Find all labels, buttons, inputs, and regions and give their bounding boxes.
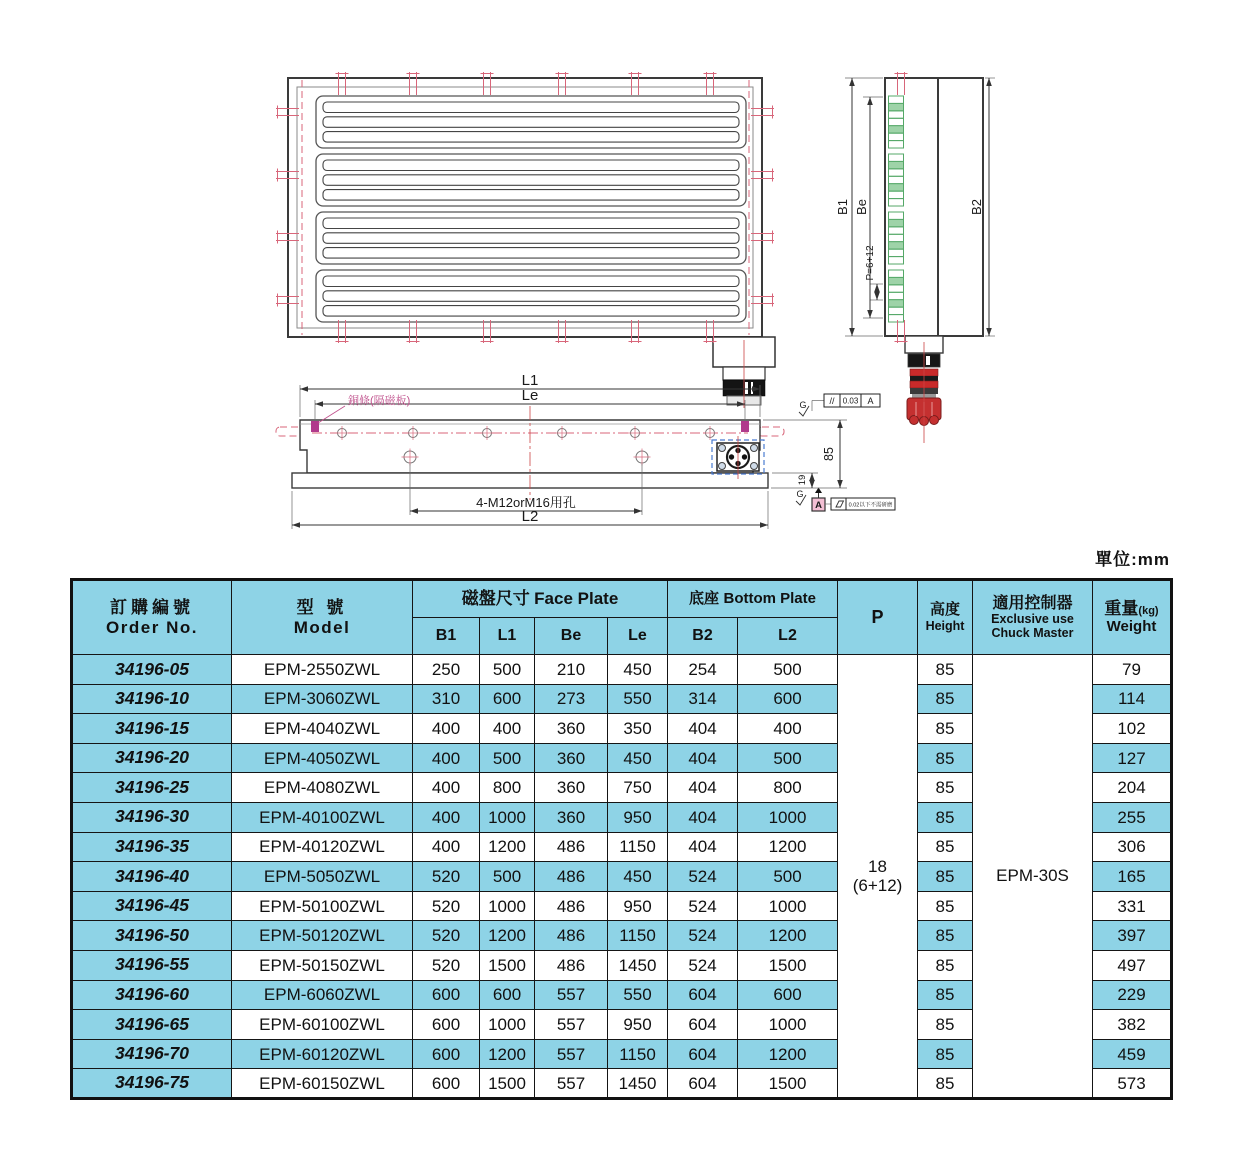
order-no-cell: 34196-45 [72,891,232,921]
b2-cell: 404 [668,714,738,744]
model-header-zh: 型 號 [296,598,348,618]
l2-cell: 1000 [738,1010,838,1040]
flatness-frame [825,498,895,510]
l2-cell: 500 [738,655,838,685]
height-cell: 85 [918,802,973,832]
height-cell: 85 [918,921,973,951]
height-cell: 85 [918,950,973,980]
l2-cell: 1500 [738,1069,838,1099]
l1-cell: 1500 [480,1069,535,1099]
order-no-cell: 34196-25 [72,773,232,803]
l1-cell: 600 [480,684,535,714]
l2-cell: 500 [738,862,838,892]
table-header [72,580,1172,655]
weight-header-zh: 重量 [1104,599,1139,619]
l1-cell: 1500 [480,950,535,980]
le-cell: 550 [608,980,668,1010]
col-group-bottom-plate [668,580,838,618]
order-no-cell: 34196-75 [72,1069,232,1099]
be-cell: 360 [535,773,608,803]
le-cell: 350 [608,714,668,744]
height-cell: 85 [918,862,973,892]
surface-finish-marks [796,400,809,505]
le-cell: 950 [608,891,668,921]
be-cell: 557 [535,980,608,1010]
b1-cell: 600 [413,980,480,1010]
model-cell: EPM-3060ZWL [232,684,413,714]
model-cell: EPM-50150ZWL [232,950,413,980]
weight-cell: 459 [1093,1039,1172,1069]
l1-cell: 1200 [480,921,535,951]
model-cell: EPM-60100ZWL [232,1010,413,1040]
l1-cell: 1000 [480,891,535,921]
l1-cell: 1000 [480,1010,535,1040]
le-cell: 450 [608,655,668,685]
order-no-cell: 34196-50 [72,921,232,951]
order-no-cell: 34196-60 [72,980,232,1010]
dim-L1: L1 [521,372,539,389]
parallelism-symbol: // [829,396,835,406]
col-header-l2: L2 [738,618,838,655]
b2-cell: 314 [668,684,738,714]
b1-cell: 400 [413,773,480,803]
top-view-connector [713,337,775,408]
dim-B2: B2 [969,199,984,215]
mounting-holes-note: 4-M12orM16用孔 [476,495,576,510]
le-cell: 550 [608,684,668,714]
face-header-en: Face Plate [534,589,619,609]
dim-19: 19 [797,474,808,486]
parallelism-frame [812,394,880,411]
height-cell: 85 [918,891,973,921]
col-header-l1: L1 [480,618,535,655]
p-header: P [871,607,884,628]
height-cell: 85 [918,1010,973,1040]
model-header-en: Model [293,617,351,637]
b2-cell: 604 [668,1069,738,1099]
l2-cell: 600 [738,684,838,714]
height-cell: 85 [918,714,973,744]
copper-strip-left [311,421,319,432]
dim-Be: Be [854,199,869,215]
table-body [72,655,1172,1099]
parallelism-value: 0.03 [842,396,859,406]
weight-header-en: Weight [1106,618,1157,636]
order-no-cell: 34196-65 [72,1010,232,1040]
model-cell: EPM-4040ZWL [232,714,413,744]
chuck-header-en1: Exclusive use [991,612,1074,627]
finish-mark-bottom: G [796,489,804,499]
col-header-b1: B1 [413,618,480,655]
b2-cell: 254 [668,655,738,685]
weight-cell: 204 [1093,773,1172,803]
height-cell: 85 [918,1039,973,1069]
col-header-weight [1093,580,1172,655]
height-cell: 85 [918,832,973,862]
l1-cell: 1200 [480,832,535,862]
side-clamp-left [276,427,302,436]
be-cell: 557 [535,1010,608,1040]
order-no-cell: 34196-05 [72,655,232,685]
weight-cell: 382 [1093,1010,1172,1040]
b2-cell: 524 [668,891,738,921]
side-view [885,78,983,443]
dim-P: P=6+12 [865,245,876,281]
l1-cell: 1200 [480,1039,535,1069]
b1-cell: 400 [413,743,480,773]
model-cell: EPM-2550ZWL [232,655,413,685]
order-no-cell: 34196-35 [72,832,232,862]
order-no-cell: 34196-40 [72,862,232,892]
b2-cell: 524 [668,921,738,951]
le-cell: 1150 [608,1039,668,1069]
spec-table [70,578,1173,1100]
b1-cell: 520 [413,891,480,921]
weight-cell: 127 [1093,743,1172,773]
parallelism-datum: A [867,396,874,406]
col-header-order [72,580,232,655]
weight-cell: 573 [1093,1069,1172,1099]
b2-cell: 604 [668,1039,738,1069]
be-cell: 486 [535,891,608,921]
b1-cell: 600 [413,1039,480,1069]
b2-cell: 604 [668,1010,738,1040]
b1-cell: 250 [413,655,480,685]
side-clamp-right [758,427,784,436]
weight-cell: 306 [1093,832,1172,862]
l2-cell: 500 [738,743,838,773]
l2-cell: 600 [738,980,838,1010]
top-view [288,78,775,408]
chuck-header-zh: 適用控制器 [992,594,1073,612]
cable-gland [907,342,941,443]
b2-cell: 404 [668,773,738,803]
height-cell: 85 [918,1069,973,1099]
dim-Le: Le [521,387,539,404]
dim-B1: B1 [835,199,850,215]
l2-cell: 1200 [738,921,838,951]
height-header-en: Height [925,618,965,633]
b2-cell: 404 [668,802,738,832]
le-cell: 750 [608,773,668,803]
order-no-cell: 34196-55 [72,950,232,980]
col-group-face-plate [413,580,668,618]
b2-cell: 604 [668,980,738,1010]
le-cell: 1450 [608,950,668,980]
chuck-header-en2: Chuck Master [991,626,1074,641]
height-cell: 85 [918,980,973,1010]
side-faceplate [885,78,938,336]
le-cell: 1450 [608,1069,668,1099]
flatness-note: 0.02以下不需研磨 [848,502,893,509]
be-cell: 486 [535,921,608,951]
model-cell: EPM-60150ZWL [232,1069,413,1099]
copper-strip-right [741,421,749,432]
copper-strip-note: 銅條(隔磁板) [348,395,411,407]
technical-drawing [0,0,1240,560]
le-cell: 450 [608,743,668,773]
l1-cell: 500 [480,862,535,892]
weight-cell: 497 [1093,950,1172,980]
weight-cell: 165 [1093,862,1172,892]
order-no-cell: 34196-20 [72,743,232,773]
be-cell: 557 [535,1039,608,1069]
col-header-height [918,580,973,655]
le-cell: 450 [608,862,668,892]
l1-cell: 800 [480,773,535,803]
col-header-chuck-master [973,580,1093,655]
b2-cell: 524 [668,950,738,980]
weight-cell: 114 [1093,684,1172,714]
model-cell: EPM-4080ZWL [232,773,413,803]
le-cell: 1150 [608,921,668,951]
model-cell: EPM-50100ZWL [232,891,413,921]
dim-85: 85 [822,447,836,461]
l1-cell: 1000 [480,802,535,832]
weight-cell: 255 [1093,802,1172,832]
model-cell: EPM-60120ZWL [232,1039,413,1069]
model-cell: EPM-4050ZWL [232,743,413,773]
order-header-zh: 訂購編號 [110,598,194,618]
weight-cell: 79 [1093,655,1172,685]
weight-cell: 397 [1093,921,1172,951]
l2-cell: 1500 [738,950,838,980]
b2-cell: 404 [668,743,738,773]
be-cell: 273 [535,684,608,714]
chuck-master-merged-cell: EPM-30S [973,655,1093,1099]
be-cell: 486 [535,832,608,862]
height-header-zh: 高度 [930,601,961,619]
l2-cell: 1000 [738,891,838,921]
finish-mark-top: G [799,400,807,410]
weight-cell: 229 [1093,980,1172,1010]
l2-cell: 400 [738,714,838,744]
bottom-header-zh: 底座 [689,590,720,608]
be-cell: 360 [535,714,608,744]
le-cell: 1150 [608,832,668,862]
b1-cell: 400 [413,714,480,744]
b2-cell: 524 [668,862,738,892]
b1-cell: 600 [413,1010,480,1040]
datum-label: A [815,500,822,511]
unit-note: 單位:mm [1095,550,1170,569]
order-no-cell: 34196-70 [72,1039,232,1069]
b1-cell: 400 [413,802,480,832]
be-cell: 360 [535,743,608,773]
weight-cell: 331 [1093,891,1172,921]
order-no-cell: 34196-30 [72,802,232,832]
col-header-b2: B2 [668,618,738,655]
l2-cell: 1200 [738,832,838,862]
l2-cell: 1200 [738,1039,838,1069]
dim-L2: L2 [521,508,539,525]
le-cell: 950 [608,1010,668,1040]
order-header-en: Order No. [106,617,198,637]
front-view [276,394,895,511]
weight-header-unit: (kg) [1138,605,1159,618]
b1-cell: 520 [413,862,480,892]
l1-cell: 500 [480,655,535,685]
col-header-p [838,580,918,655]
weight-cell: 102 [1093,714,1172,744]
be-cell: 360 [535,802,608,832]
b1-cell: 600 [413,1069,480,1099]
p-merged-cell: 18 (6+12) [838,655,918,1099]
l2-cell: 800 [738,773,838,803]
b1-cell: 520 [413,950,480,980]
l1-cell: 600 [480,980,535,1010]
col-header-model [232,580,413,655]
l1-cell: 500 [480,743,535,773]
be-cell: 557 [535,1069,608,1099]
face-header-zh: 磁盤尺寸 [461,589,530,609]
be-cell: 486 [535,950,608,980]
order-no-cell: 34196-15 [72,714,232,744]
height-cell: 85 [918,773,973,803]
model-cell: EPM-5050ZWL [232,862,413,892]
b2-cell: 404 [668,832,738,862]
table-row [72,655,1172,685]
bottom-header-en: Bottom Plate [723,590,816,608]
height-cell: 85 [918,655,973,685]
height-cell: 85 [918,743,973,773]
col-header-be: Be [535,618,608,655]
model-cell: EPM-50120ZWL [232,921,413,951]
model-cell: EPM-40120ZWL [232,832,413,862]
be-cell: 486 [535,862,608,892]
l2-cell: 1000 [738,802,838,832]
datum-flag [812,488,825,512]
height-cell: 85 [918,684,973,714]
col-header-le: Le [608,618,668,655]
b1-cell: 400 [413,832,480,862]
le-cell: 950 [608,802,668,832]
model-cell: EPM-6060ZWL [232,980,413,1010]
model-cell: EPM-40100ZWL [232,802,413,832]
be-cell: 210 [535,655,608,685]
l1-cell: 400 [480,714,535,744]
b1-cell: 310 [413,684,480,714]
order-no-cell: 34196-10 [72,684,232,714]
b1-cell: 520 [413,921,480,951]
